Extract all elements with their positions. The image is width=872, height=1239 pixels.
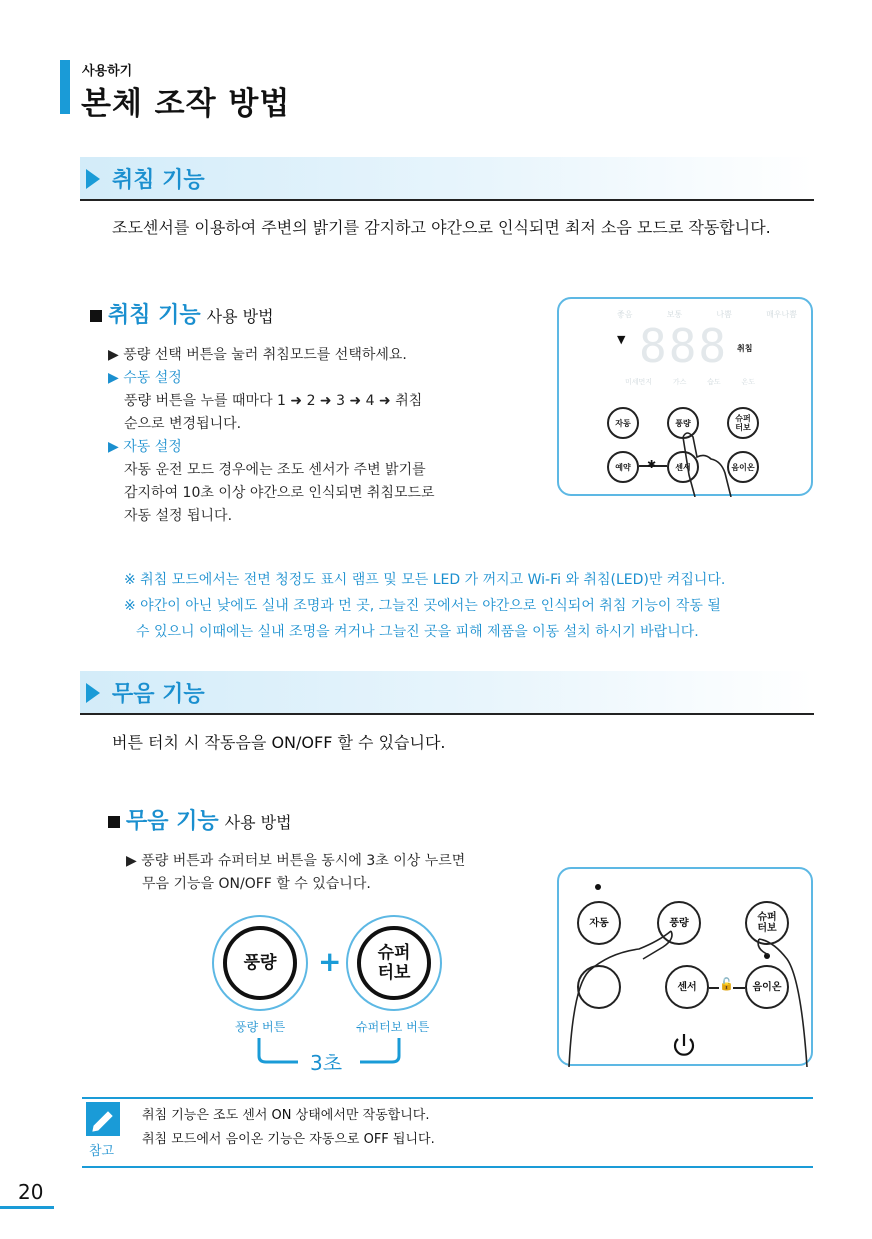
indicator-dot	[595, 884, 601, 890]
section-description: 버튼 터치 시 작동음을 ON/OFF 할 수 있습니다.	[112, 733, 446, 752]
reference-divider-bottom	[82, 1166, 813, 1168]
page-number: 20	[18, 1180, 44, 1204]
section-header-sleep	[80, 157, 814, 201]
instruction-line: ▶ 수동 설정	[108, 370, 182, 386]
header-accent-bar	[60, 60, 70, 114]
panel-label: 습도	[707, 378, 721, 386]
instruction-line: ▶ 풍량 버튼과 슈퍼터보 버튼을 동시에 3초 이상 누르면	[126, 853, 466, 869]
fan-speed-big-button	[212, 915, 308, 1011]
subsection-heading	[90, 298, 274, 329]
super-turbo-big-button	[346, 915, 442, 1011]
sensor-button: 센서	[667, 451, 699, 483]
digit-display: 888	[639, 319, 729, 373]
subsection-heading-bold: 무음 기능	[126, 809, 219, 834]
subsection-heading-rest: 사용 방법	[206, 307, 274, 326]
control-panel-illustration	[557, 297, 813, 496]
instruction-list	[126, 850, 465, 896]
super-turbo-caption: 슈퍼터보 버튼	[356, 1020, 430, 1034]
section-title: 무음 기능	[112, 682, 205, 707]
panel-label: 가스	[672, 378, 687, 386]
sleep-indicator: 취침	[737, 344, 753, 353]
duration-label: 3초	[310, 1051, 343, 1075]
note-line: ※ 취침 모드에서는 전면 청정도 표시 램프 및 모든 LED 가 꺼지고 Wi-Fi 와 취침(LED)만 켜집니다.	[124, 572, 726, 588]
instruction-line: 자동 운전 모드 경우에는 조도 센서가 주변 밝기를	[124, 462, 426, 478]
instruction-line: 감지하여 10초 이상 야간으로 인식되면 취침모드로	[124, 485, 435, 501]
reference-divider-top	[82, 1097, 813, 1099]
panel-label: 온도	[741, 378, 755, 386]
instruction-line: 순으로 변경됩니다.	[124, 416, 242, 432]
right-hand-icon	[739, 909, 813, 1069]
subsection-heading-rest: 사용 방법	[224, 813, 292, 832]
auto-button: 자동	[577, 901, 621, 945]
panel-label: 매우나쁨	[766, 310, 797, 319]
breadcrumb: 사용하기	[82, 64, 133, 79]
square-bullet-icon	[90, 310, 102, 322]
subsection-heading-bold: 취침 기능	[108, 303, 201, 328]
reference-line: 취침 모드에서 음이온 기능은 자동으로 OFF 됩니다.	[142, 1132, 435, 1147]
panel-label: 미세먼지	[625, 378, 653, 386]
sensor-button: 센서	[665, 965, 709, 1009]
left-hand-icon	[559, 919, 679, 1069]
lock-icon: 🔓	[719, 977, 734, 991]
pencil-note-icon	[86, 1102, 120, 1136]
wifi-icon: ▼	[617, 333, 626, 346]
instruction-line: ▶ 자동 설정	[108, 439, 182, 455]
notes	[124, 567, 725, 645]
note-line: 수 있으니 이때에는 실내 조명을 켜거나 그늘진 곳을 피해 제품을 이동 설치 하시기 바랍니다.	[136, 624, 699, 640]
fan-speed-caption: 풍량 버튼	[235, 1020, 286, 1034]
control-panel-illustration	[557, 867, 813, 1066]
reference-text	[142, 1104, 435, 1152]
pointing-hand-icon	[665, 417, 735, 497]
fan-speed-label: 풍량	[223, 926, 297, 1000]
auto-button: 자동	[607, 407, 639, 439]
anion-button: 음이온	[727, 451, 759, 483]
panel-label: 나쁨	[716, 310, 732, 319]
panel-label: 좋음	[617, 310, 633, 319]
section-description: 조도센서를 이용하여 주변의 밝기를 감지하고 야간으로 인식되면 최저 소음 모드로 작동합니다.	[112, 218, 771, 237]
section-header-mute	[80, 671, 814, 715]
instruction-line: 자동 설정 됩니다.	[124, 508, 233, 524]
reference-label: 참고	[89, 1144, 115, 1159]
instruction-line: 풍량 버튼을 누를 때마다 1 ➜ 2 ➜ 3 ➜ 4 ➜ 취침	[124, 393, 423, 409]
fan-speed-button: 풍량	[667, 407, 699, 439]
sun-icon: ✱	[647, 458, 657, 471]
reference-line: 취침 기능은 조도 센서 ON 상태에서만 작동합니다.	[142, 1108, 430, 1123]
super-turbo-button: 슈퍼 터보	[745, 901, 789, 945]
instruction-line: 무음 기능을 ON/OFF 할 수 있습니다.	[142, 876, 371, 892]
plus-icon: +	[318, 945, 342, 978]
fan-speed-button: 풍량	[657, 901, 701, 945]
square-bullet-icon	[108, 816, 120, 828]
subsection-heading	[108, 804, 292, 835]
page-number-underline	[0, 1206, 54, 1209]
triangle-bullet-icon	[86, 169, 100, 189]
anion-button: 음이온	[745, 965, 789, 1009]
timer-button: 예약	[607, 451, 639, 483]
triangle-bullet-icon	[86, 683, 100, 703]
note-line: ※ 야간이 아닌 낮에도 실내 조명과 먼 곳, 그늘진 곳에서는 야간으로 인식되어 취침 기능이 작동 될	[124, 598, 721, 614]
super-turbo-label	[357, 926, 431, 1000]
section-title: 취침 기능	[112, 168, 205, 193]
super-turbo-label-line: 터보	[377, 963, 411, 983]
page-title: 본체 조작 방법	[81, 86, 291, 122]
super-turbo-label-line: 슈퍼	[377, 943, 411, 963]
instruction-line: ▶ 풍량 선택 버튼을 눌러 취침모드를 선택하세요.	[108, 347, 407, 363]
panel-label: 보통	[666, 310, 683, 319]
instruction-list	[108, 344, 435, 528]
super-turbo-button: 슈퍼 터보	[727, 407, 759, 439]
